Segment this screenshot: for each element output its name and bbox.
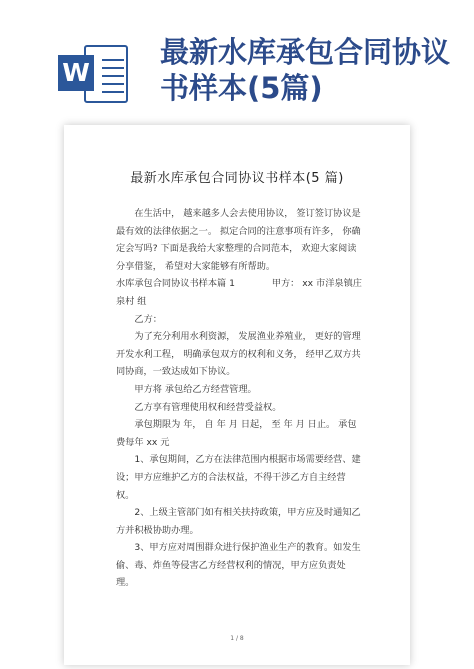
document-body bbox=[116, 205, 362, 592]
paragraph: 乙方享有管理使用权和经营受益权。 bbox=[134, 401, 282, 413]
paragraph: 为了充分利用水利资源， 发展渔业养殖业， 更好的管理开发水利工程， 明确承包双方的权利和义务， 经甲乙双方共同协商，一致达成如下协议。 bbox=[116, 331, 361, 378]
paragraph: 3、甲方应对周围群众进行保护渔业生产的教育。如发生偷、毒、炸鱼等侵害乙方经营权利的情况，甲方应负责处理。 bbox=[116, 542, 361, 589]
header-band bbox=[0, 0, 474, 118]
page-title: 最新水库承包合同协议书样本(5篇) bbox=[160, 35, 451, 105]
paragraph: 承包期限为 年， 自 年 月 日起， 至 年 月 日止。 承包费每年 xx 元 bbox=[116, 419, 357, 448]
document-page bbox=[64, 125, 410, 665]
paragraph: 水库承包合同协议书样本篇 1 甲方： xx 市洋泉镇庄泉村 组 bbox=[116, 278, 362, 307]
paragraph: 甲方将 承包给乙方经营管理。 bbox=[134, 383, 257, 395]
page-number: 1 / 8 bbox=[230, 635, 244, 642]
word-document-icon bbox=[58, 43, 128, 105]
word-badge: W bbox=[58, 55, 94, 91]
paragraph: 乙方： bbox=[134, 313, 162, 325]
paragraph: 在生活中， 越来越多人会去使用协议， 签订签订协议是最有效的法律依据之一。 拟定合同的注意事项有许多， 你确定会写吗? 下面是我给大家整理的合同范本， 欢迎大家阅读分享借鉴， 希望对大家能够有所帮助。 bbox=[116, 208, 361, 272]
document-title: 最新水库承包合同协议书样本(5 篇) bbox=[130, 171, 344, 186]
paragraph: 2、上级主管部门如有相关扶持政策，甲方应及时通知乙方并积极协助办理。 bbox=[116, 507, 361, 536]
paragraph: 1、承包期间，乙方在法律范围内根据市场需要经营、建设；甲方应维护乙方的合法权益，不得干涉乙方自主经营权。 bbox=[116, 454, 361, 501]
